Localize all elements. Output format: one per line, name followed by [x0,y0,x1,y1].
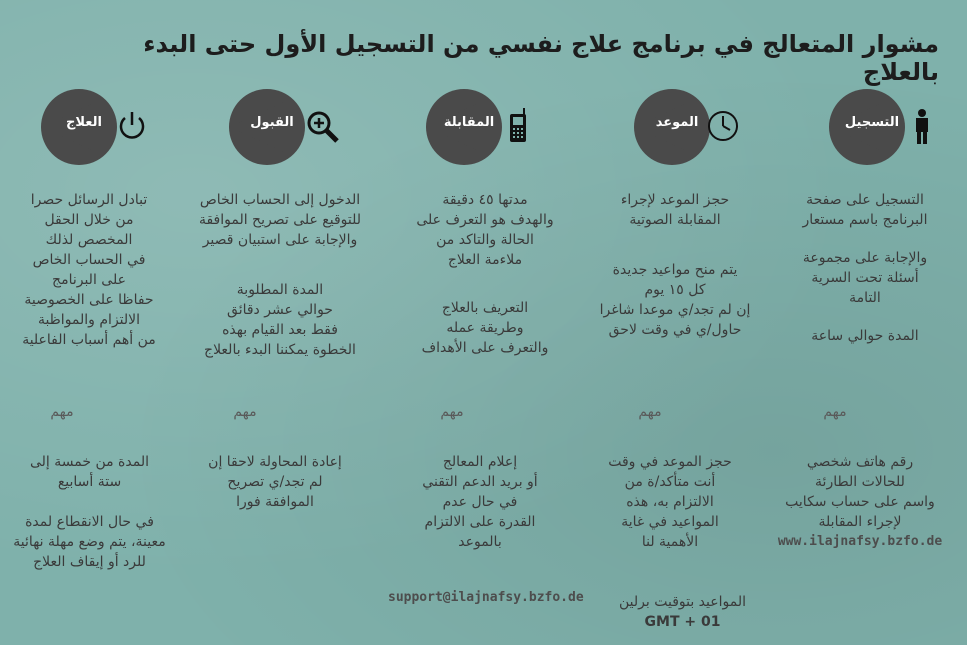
important-label: مهم [823,404,847,420]
important-text: إعادة المحاولة لاحقا إن لم تجد/ي تصريح الموافقة فورا [208,454,342,510]
text-block: حجز الموعد لإجراء المقابلة الصوتية [620,192,730,228]
page-title: مشوار المتعالج في برنامج علاج نفسي من التسجيل الأول حتى البدء بالعلاج [143,30,939,86]
stage-label: العلاج [66,115,102,130]
timezone-value: GMT + 01 [644,614,721,630]
acceptance-details [180,190,380,378]
timezone-label: المواعيد بتوقيت برلين [619,594,746,610]
text-block: الدخول إلى الحساب الخاص للتوقيع على تصريح الموافقة والإجابة على استبيان قصير [198,192,362,248]
appointment-important [580,452,760,552]
power-icon [114,108,150,144]
zoom-in-icon [304,108,340,144]
clock-icon [705,108,741,144]
text-block: التسجيل على صفحة البرنامج باسم مستعار [802,192,928,228]
registration-details [780,190,950,364]
appointment-details [590,190,760,358]
stage-label: المقابلة [443,115,495,130]
stage-registration [828,88,950,166]
important-label: مهم [233,404,257,420]
website-link[interactable]: www.ilajnafsy.bzfo.de [777,534,943,549]
stage-appointment [633,88,755,166]
important-label: مهم [440,404,464,420]
text-block: مدتها ٤٥ دقيقة والهدف هو التعرف على الحالة والتاكد من ملاءمة العلاج [416,192,554,268]
text-block: تبادل الرسائل حصرا من خلال الحقل المخصص لذلك في الحساب الخاص على البرنامج حفاظا على الخصوصية الالتزام والمواظبة من أهم أسباب الفاعلية [22,192,156,348]
support-email-link[interactable]: support@ilajnafsy.bzfo.de [388,590,584,605]
important-label: مهم [638,404,662,420]
person-icon [904,108,940,144]
text-block: والإجابة على مجموعة أسئلة تحت السرية التامة [802,250,928,306]
registration-important [770,452,950,552]
acceptance-important [185,452,365,512]
text-block: التعريف بالعلاج وطريقة عمله والتعرف على الأهداف [421,300,549,356]
stage-label: القبول [250,115,294,130]
interview-important [390,452,570,552]
text-block: المدة المطلوبة حوالي عشر دقائق فقط بعد القيام بهذه الخطوة يمكننا البدء بالعلاج [204,282,356,358]
text-block: المدة حوالي ساعة [811,328,919,344]
stage-acceptance [228,88,350,166]
important-text: إعلام المعالج أو بريد الدعم التقني في حال عدم القدرة على الالتزام بالموعد [422,454,538,550]
important-text: حجز الموعد في وقت أنت متأكد/ة من الالتزام به، هذه المواعيد في غاية الأهمية لنا [608,454,732,550]
treatment-important [2,452,177,572]
important-text: المدة من خمسة إلى ستة أسابيع في حال الانقطاع لمدة معينة، يتم وضع مهلة نهائية للرد أو إيقاف العلاج [13,454,166,570]
stage-label: التسجيل [844,115,900,130]
interview-details [400,190,570,376]
stage-treatment [40,88,162,166]
timezone-note [595,592,770,632]
treatment-details [4,190,174,368]
text-block: يتم منح مواعيد جديدة كل ١٥ يوم إن لم تجد/ي موعدا شاغرا حاول/ي في وقت لاحق [599,262,751,338]
important-label: مهم [50,404,74,420]
important-text: رقم هاتف شخصي للحالات الطارئة واسم على حساب سكايب لإجراء المقابلة [785,454,935,530]
phone-icon [501,108,537,144]
stage-interview [425,88,547,166]
stage-label: الموعد [655,115,699,130]
